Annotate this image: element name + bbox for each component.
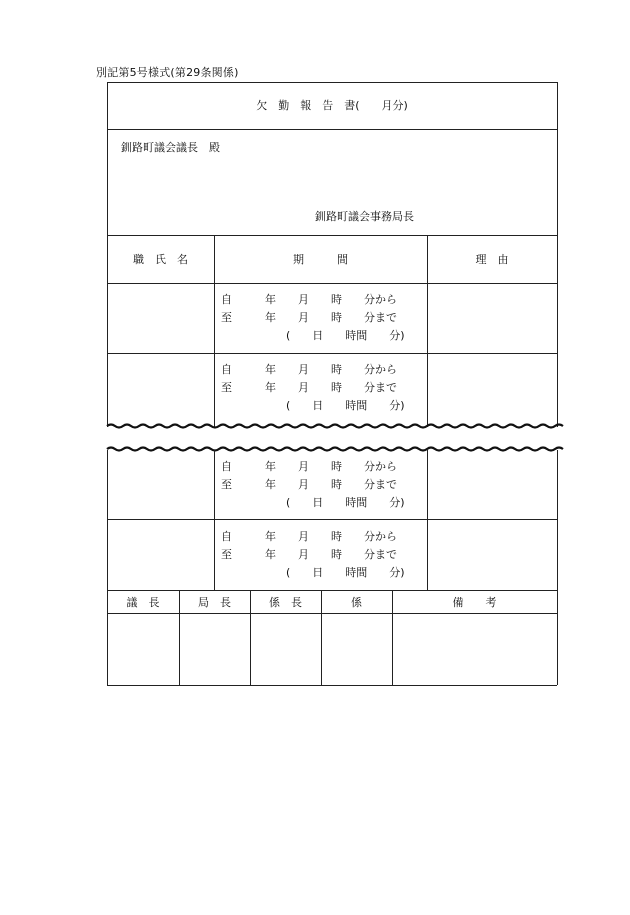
row-divider [107,519,557,520]
column-period-header: 期 間 [293,253,348,266]
period-from-text: 自 年 月 時 分から [221,460,397,473]
table-break-mark [105,422,565,454]
approval-chair-label: 議 長 [126,596,160,609]
row-divider [107,353,557,354]
frame-top-line [107,82,557,83]
approval-staff-label: 係 [351,596,362,609]
title-divider [107,129,557,130]
approval-section-chief-label: 係 長 [269,596,302,609]
header-divider [107,235,557,236]
period-total-text: ( 日 時間 分) [286,496,405,509]
period-to-text: 至 年 月 時 分まで [221,381,397,394]
period-to-text: 至 年 月 時 分まで [221,548,397,561]
column-header-divider [107,283,557,284]
approval-header-top-line [107,590,557,591]
sender-text: 釧路町議会事務局長 [315,210,414,223]
period-from-text: 自 年 月 時 分から [221,363,397,376]
name-column-line [214,450,215,590]
frame-left-line [107,450,108,685]
approval-director-label: 局 長 [198,596,231,609]
approval-column-line [392,590,393,685]
approval-remarks-label: 備 考 [452,596,497,609]
column-reason-header: 理 由 [475,253,509,266]
period-from-text: 自 年 月 時 分から [221,293,397,306]
period-column-line [427,235,428,427]
period-column-line [427,450,428,590]
period-total-text: ( 日 時間 分) [286,329,405,342]
period-total-text: ( 日 時間 分) [286,566,405,579]
approval-column-line [179,590,180,685]
approval-header-divider [107,613,557,614]
approval-column-line [250,590,251,685]
frame-bottom-line [107,685,557,686]
addressee-text: 釧路町議会議長 殿 [121,141,220,154]
column-name-header: 職 氏 名 [133,253,188,266]
period-to-text: 至 年 月 時 分まで [221,478,397,491]
frame-right-line [557,82,558,427]
period-total-text: ( 日 時間 分) [286,399,405,412]
approval-column-line [321,590,322,685]
period-to-text: 至 年 月 時 分まで [221,311,397,324]
form-number-caption: 別記第5号様式(第29条関係) [96,66,239,79]
frame-right-line [557,450,558,685]
period-from-text: 自 年 月 時 分から [221,530,397,543]
report-title: 欠 勤 報 告 書( 月分) [256,99,408,112]
name-column-line [214,235,215,427]
